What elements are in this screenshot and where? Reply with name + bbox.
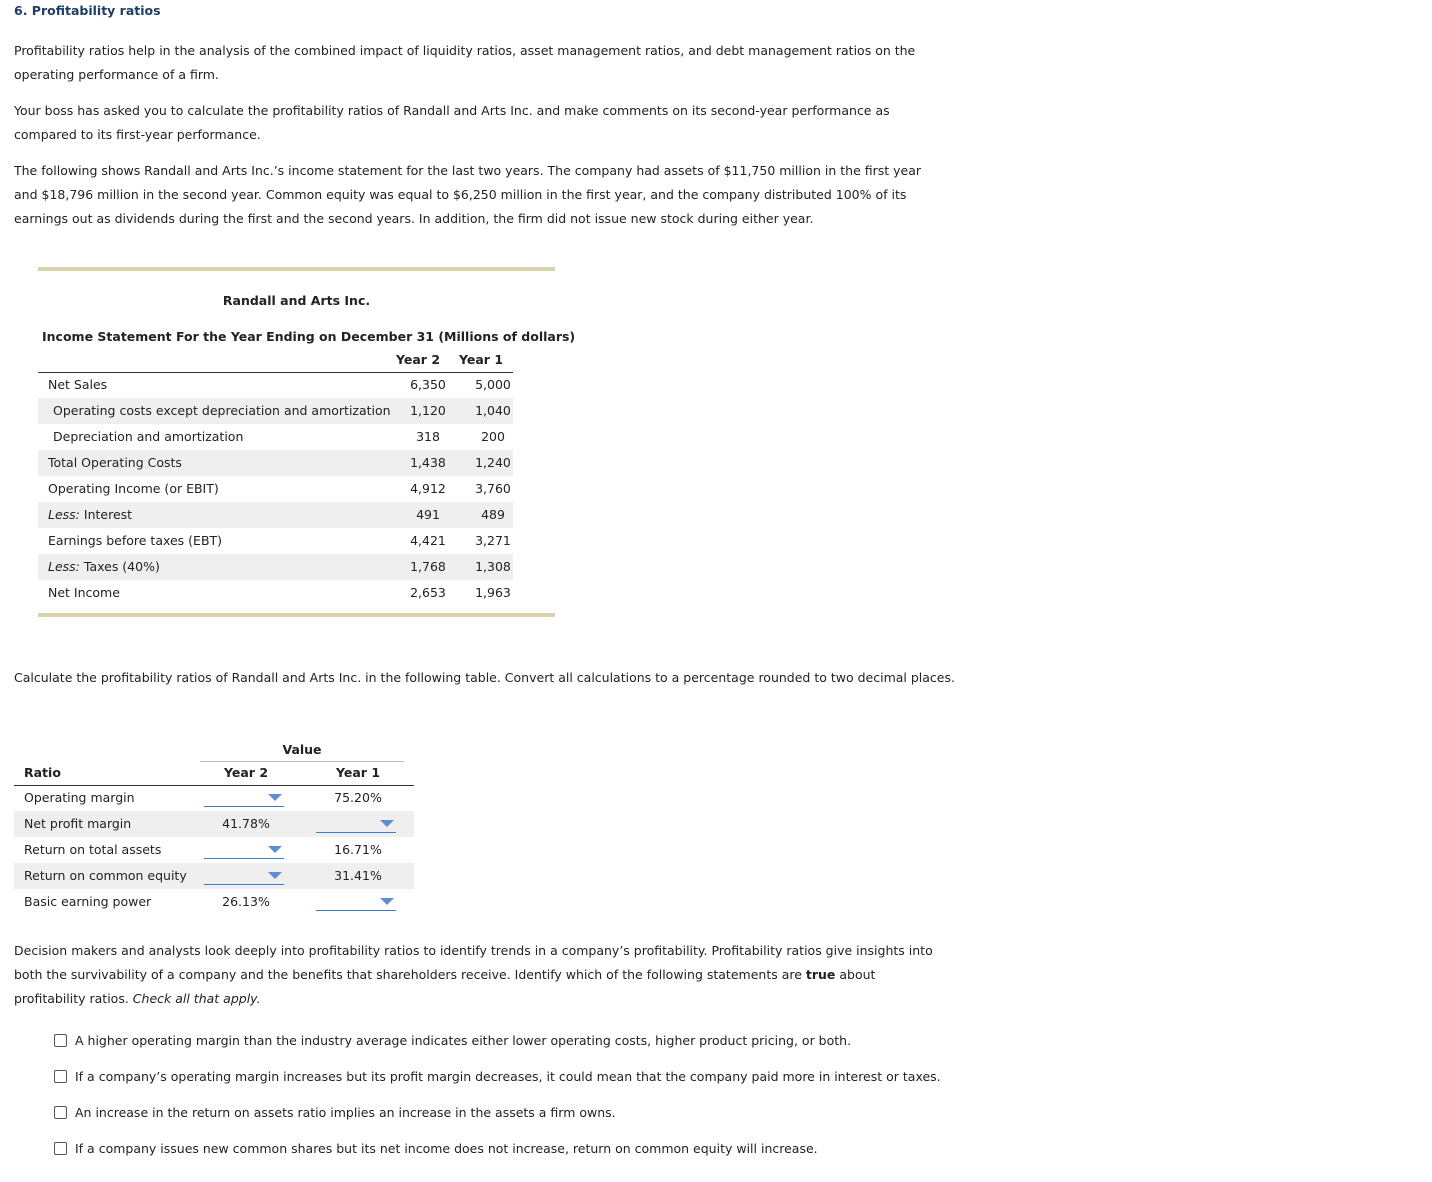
chevron-down-icon [380,898,394,905]
year1-dropdown[interactable] [316,892,396,911]
year2-value: 41.78% [222,816,270,831]
row-year1-value: 5,000 [475,377,511,392]
row-year1-value: 1,240 [475,455,511,470]
option-text: If a company’s operating margin increases but its profit margin decreases, it could mean that the company paid more in interest or taxes. [75,1069,941,1084]
ratio-row-return-on-common-equity [14,863,414,889]
row-year1-value: 3,271 [475,533,511,548]
year1-value: 16.71% [334,842,382,857]
chevron-down-icon [268,872,282,879]
year2-dropdown[interactable] [204,788,284,807]
row-label [48,554,160,580]
row-label-text: Interest [83,507,133,522]
income-statement-subtitle: Income Statement For the Year Ending on December 31 (Millions of dollars) [42,329,576,344]
income-row-depreciation [38,424,513,450]
option-text: An increase in the return on assets ratio implies an increase in the assets a firm owns. [75,1105,616,1120]
ratio-label: Return on common equity [24,868,187,883]
row-year2-value: 1,768 [410,559,446,574]
income-row-taxes [38,554,513,580]
row-label-text: Taxes (40%) [83,559,160,574]
table-bottom-rule [38,613,555,617]
row-year2-value: 6,350 [410,377,446,392]
income-row-net-income [38,580,513,606]
decision-text-1: Decision makers and analysts look deeply into profitability ratios to identify trends in a company’s profitability. Profitability ratios give insights into both the survivability of a company and the benefits that shareholders receive. Identify which of the following statements are [14,943,933,982]
ratio-row-operating-margin [14,785,414,811]
ratio-label: Basic earning power [24,894,152,909]
section-title: 6. Profitability ratios [14,3,161,18]
ratio-label: Operating margin [24,790,135,805]
income-row-net-sales [38,372,513,398]
decision-paragraph [14,939,944,1011]
row-year2-value: 1,438 [410,455,446,470]
less-prefix: Less: [48,507,80,522]
year2-dropdown[interactable] [204,866,284,885]
company-name: Randall and Arts Inc. [222,293,371,308]
ratio-label: Return on total assets [24,842,162,857]
row-label [48,502,132,528]
less-prefix: Less: [48,559,80,574]
value-header-line [200,761,404,762]
year1-dropdown[interactable] [316,814,396,833]
chevron-down-icon [268,794,282,801]
row-year2-value: 2,653 [410,585,446,600]
row-year1-value: 3,760 [475,481,511,496]
decision-text-2: about profitability ratios. [14,967,876,1006]
income-row-operating-costs [38,398,513,424]
year1-value: 75.20% [334,790,382,805]
option-text: If a company issues new common shares but its net income does not increase, return on common equity will increase. [75,1141,818,1156]
intro-paragraph-2: Your boss has asked you to calculate the profitability ratios of Randall and Arts Inc. and make comments on its second-year performance as compared to its first-year performance. [14,103,890,142]
chevron-down-icon [380,820,394,827]
chevron-down-icon [268,846,282,853]
col-header-ratio-year2: Year 2 [223,765,269,780]
checkbox[interactable] [54,1034,67,1047]
col-header-year2: Year 2 [395,352,441,367]
row-year1-value: 1,963 [475,585,511,600]
income-row-ebt [38,528,513,554]
checkbox[interactable] [54,1142,67,1155]
ratio-label: Net profit margin [24,816,132,831]
year1-value: 31.41% [334,868,382,883]
row-year2-value: 4,912 [410,481,446,496]
row-year2-value: 1,120 [410,403,446,418]
table-top-rule [38,267,555,271]
row-label: Net Sales [48,377,108,392]
row-year1-value: 1,308 [475,559,511,574]
row-year1-value: 1,040 [475,403,511,418]
row-label: Total Operating Costs [48,455,182,470]
ratio-row-basic-earning-power [14,889,414,915]
row-label: Earnings before taxes (EBT) [48,533,223,548]
checkbox[interactable] [54,1106,67,1119]
value-header: Value [282,742,322,757]
col-header-ratio-year1: Year 1 [335,765,381,780]
checkbox[interactable] [54,1070,67,1083]
income-row-total-operating-costs [38,450,513,476]
row-year2-value: 491 [416,507,440,522]
ratio-row-return-on-total-assets [14,837,414,863]
row-year2-value: 318 [416,429,440,444]
intro-paragraph-1: Profitability ratios help in the analysis of the combined impact of liquidity ratios, asset management ratios, and debt management ratios on the operating performance of a firm. [14,43,916,82]
row-year1-value: 200 [481,429,505,444]
col-header-ratio: Ratio [24,765,61,780]
option-text: A higher operating margin than the industry average indicates either lower operating costs, higher product pricing, or both. [75,1033,852,1048]
row-label: Operating costs except depreciation and amortization [53,403,391,418]
row-label: Operating Income (or EBIT) [48,481,219,496]
row-label: Net Income [48,585,120,600]
income-row-interest [38,502,513,528]
ratio-row-net-profit-margin [14,811,414,837]
row-label: Depreciation and amortization [53,429,244,444]
col-header-year1: Year 1 [458,352,504,367]
year2-dropdown[interactable] [204,840,284,859]
decision-bold-true: true [805,967,836,982]
year2-value: 26.13% [222,894,270,909]
row-year2-value: 4,421 [410,533,446,548]
calc-instruction: Calculate the profitability ratios of Randall and Arts Inc. in the following table. Convert all calculations to a percentage rounded to two decimal places. [14,670,955,685]
intro-paragraph-3: The following shows Randall and Arts Inc.’s income statement for the last two years. The company had assets of $11,750 million in the first year and $18,796 million in the second year. Common equity was equal to $6,250 million in the first year, and the company distributed 100% of its earnings out as dividends during the first and the second years. In addition, the firm did not issue new stock during either year. [14,163,922,226]
row-year1-value: 489 [481,507,505,522]
income-row-ebit [38,476,513,502]
decision-instruction: Check all that apply. [132,991,261,1006]
